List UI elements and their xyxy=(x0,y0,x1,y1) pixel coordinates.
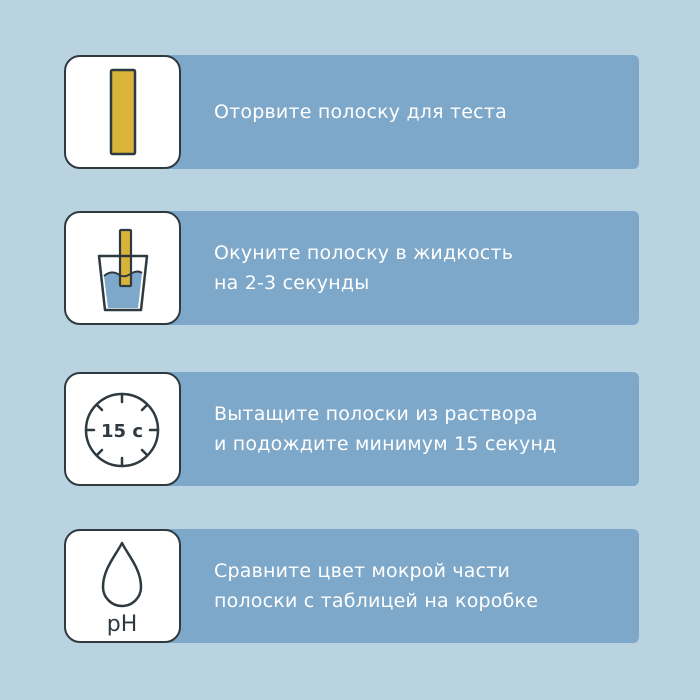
step-text-line: и подождите минимум 15 секунд xyxy=(214,433,557,455)
step-text xyxy=(214,529,634,643)
icon-card xyxy=(64,55,181,169)
step-text-line: Вытащите полоски из раствора xyxy=(214,403,538,425)
ph-label: pH xyxy=(106,612,138,637)
icon-card xyxy=(64,211,181,325)
ph-drop-icon xyxy=(66,531,178,640)
test-strip-icon xyxy=(66,57,178,166)
step-text-line: Окуните полоску в жидкость xyxy=(214,242,514,264)
step-text-line: на 2-3 секунды xyxy=(214,272,370,294)
step-2 xyxy=(64,211,639,325)
timer-label: 15 с xyxy=(101,421,143,442)
step-3 xyxy=(64,372,639,486)
timer-icon xyxy=(66,374,178,483)
step-text xyxy=(214,211,634,325)
step-text xyxy=(214,55,634,169)
icon-card xyxy=(64,529,181,643)
step-text-line: Оторвите полоску для теста xyxy=(214,101,507,123)
step-text-line: полоски с таблицей на коробке xyxy=(214,590,539,612)
step-1 xyxy=(64,55,639,169)
step-4 xyxy=(64,529,639,643)
glass-with-strip-icon xyxy=(66,213,178,322)
icon-card xyxy=(64,372,181,486)
step-text xyxy=(214,372,634,486)
step-text-line: Сравните цвет мокрой части xyxy=(214,560,511,582)
